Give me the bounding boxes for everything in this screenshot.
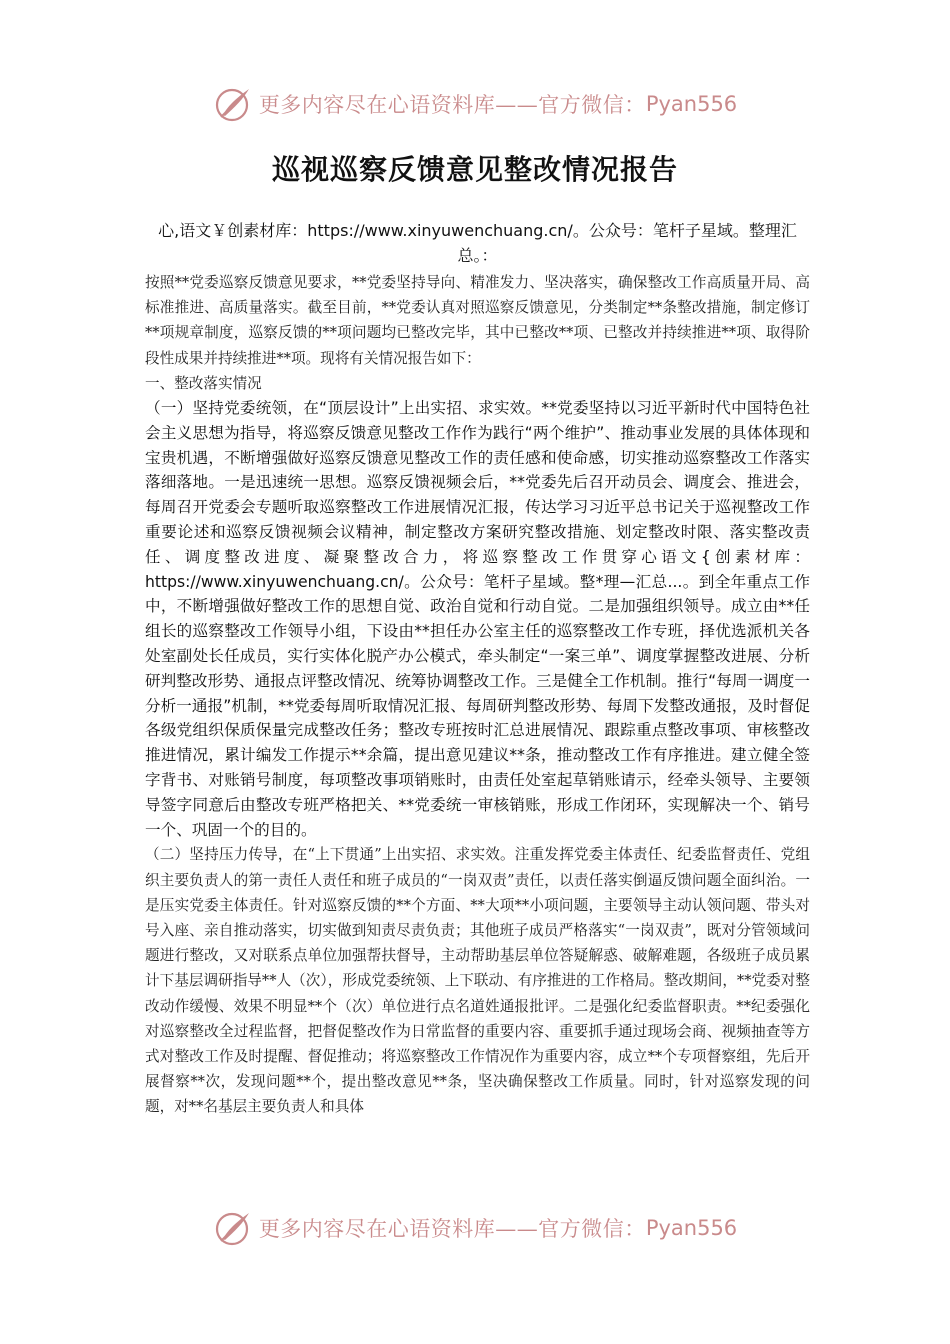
banner-wechat-id: Pyan556 [645, 1216, 738, 1240]
page-title: 巡视巡察反馈意见整改情况报告 [271, 153, 678, 186]
banner-wechat-id: Pyan556 [645, 92, 738, 116]
document-body [145, 270, 810, 1120]
banner-text: 更多内容尽在心语资料库——官方微信： [258, 1217, 646, 1241]
pen-logo-icon [213, 83, 255, 125]
paragraph-1: （一）坚持党委统领，在“顶层设计”上出实招、求实效。**党委坚持以习近平新时代中国特色社会主义思想为指导，将巡察反馈意见整改工作作为践行“两个维护”、推动事业发展的具体体现和宝贵机遇，不断增强做好巡察反馈意见整改工作的责任感和使命感，切实推动巡察整改工作落实落细落地。一是迅速统一思想。巡察反馈视频会后，**党委先后召开动员会、调度会、推进会，每周召开党委会专题听取巡察整改工作进展情况汇报，传达学习习近平总书记关于巡视整改工作重要论述和巡察反馈视频会议精神，制定整改方案研究整改措施、划定整改时限、落实整改责任、调度整改进度、凝聚整改合力，将巡察整改工作贯穿心语文{创素材库：https://www.xinyuwenchuang.cn/。公众号：笔杆子星域。整*理—汇总...。到全年重点工作中，不断增强做好整改工作的思想自觉、政治自觉和行动自觉。二是加强组织领导。成立由**任组长的巡察整改工作领导小组，下设由**担任办公室主任的巡察整改工作专班，择优选派机关各处室副处长任成员，实行实体化脱产办公模式，牵头制定“一案三单”、调度掌握整改进展、分析研判整改形势、通报点评整改情况、统筹协调整改工作。三是健全工作机制。推行“每周一调度一分析一通报”机制，**党委每周听取情况汇报、每周研判整改形势、每周下发整改通报，及时督促各级党组织保质保量完成整改任务；整改专班按时汇总进展情况、跟踪重点整改事项、审核整改推进情况，累计编发工作提示**余篇，提出意见建议**条，推动整改工作有序推进。建立健全签字背书、对账销号制度，每项整改事项销账时，由责任处室起草销账请示，经牵头领导、主要领导签字同意后由整改专班严格把关、**党委统一审核销账，形成工作闭环，实现解决一个、销号一个、巩固一个的目的。 [145, 399, 810, 839]
source-line: 心,语文￥创素材库：https://www.xinyuwenchuang.cn/。公众号：笔杆子星域。整理汇总。： [158, 221, 797, 265]
paragraph-2: （二）坚持压力传导，在“上下贯通”上出实招、求实效。注重发挥党委主体责任、纪委监督责任、党组织主要负责人的第一责任人责任和班子成员的“一岗双责”责任，以责任落实倒逼反馈问题全面纠治。一是压实党委主体责任。针对巡察反馈的**个方面、**大项**小项问题，主要领导主动认领问题、带头对号入座、亲自推动落实，切实做到知责尽责负责；其他班子成员严格落实“一岗双责”，既对分管领域问题进行整改，又对联系点单位加强帮扶督导，主动帮助基层单位答疑解惑、破解难题，各级班子成员累计下基层调研指导**人（次），形成党委统领、上下联动、有序推进的工作格局。整改期间，**党委对整改动作缓慢、效果不明显**个（次）单位进行点名道姓通报批评。二是强化纪委监督职责。**纪委强化对巡察整改全过程监督，把督促整改作为日常监督的重要内容、重要抓手通过现场会商、视频抽查等方式对整改工作及时提醒、督促推动；将巡察整改工作情况作为重要内容，成立**个专项督察组，先后开展督察**次，发现问题**个，提出整改意见**条，坚决确保整改工作质量。同时，针对巡察发现的问题，对**名基层主要负责人和具体 [145, 846, 810, 1116]
pen-logo-icon [213, 1207, 255, 1249]
footer-banner [0, 1206, 950, 1250]
section-heading: 一、整改落实情况 [145, 374, 262, 392]
header-banner [0, 82, 950, 126]
intro-paragraph: 按照**党委巡察反馈意见要求，**党委坚持导向、精准发力、坚决落实，确保整改工作高质量开局、高标准推进、高质量落实。截至目前，**党委认真对照巡察反馈意见，分类制定**条整改措施，制定修订**项规章制度，巡察反馈的**项问题均已整改完毕，其中已整改**项、已整改并持续推进**项、取得阶段性成果并持续推进**项。现将有关情况报告如下： [145, 274, 810, 367]
banner-text: 更多内容尽在心语资料库——官方微信： [258, 93, 646, 117]
